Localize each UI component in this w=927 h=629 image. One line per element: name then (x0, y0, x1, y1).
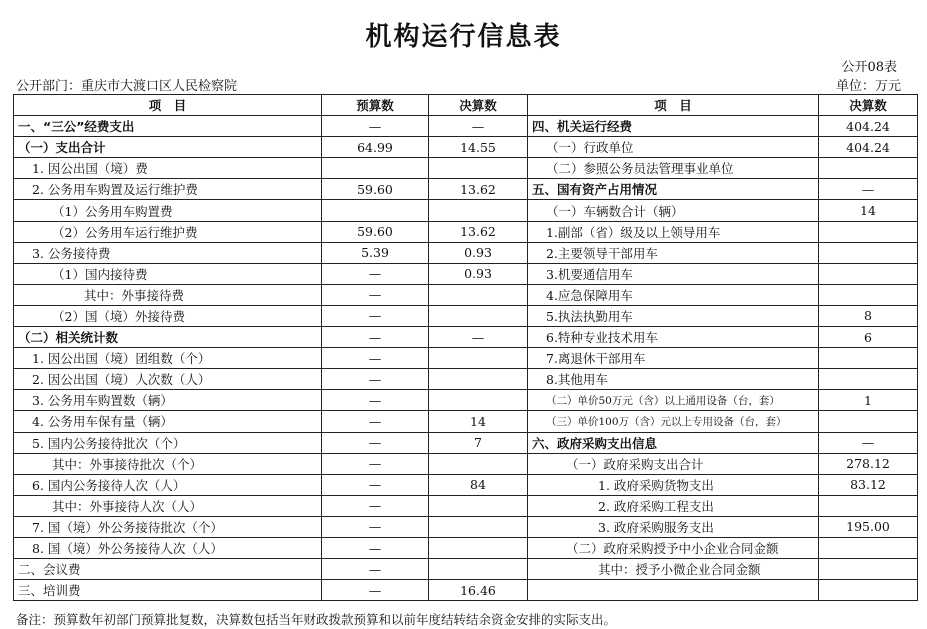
budget-cell: — (322, 453, 429, 474)
final-left-cell (429, 284, 528, 305)
budget-cell: — (322, 474, 429, 495)
left-item-cell: （1）公务用车购置费 (14, 200, 322, 221)
header-final-right: 决算数 (819, 95, 918, 116)
final-right-cell (819, 242, 918, 263)
left-item-cell: 3. 公务用车购置数（辆） (14, 390, 322, 411)
header-budget: 预算数 (322, 95, 429, 116)
final-left-cell (429, 516, 528, 537)
left-item-cell: （2）国（境）外接待费 (14, 305, 322, 326)
budget-cell: — (322, 411, 429, 432)
final-right-cell (819, 263, 918, 284)
right-item-cell: （一）政府采购支出合计 (528, 453, 819, 474)
final-right-cell (819, 284, 918, 305)
right-item-cell: 4.应急保障用车 (528, 284, 819, 305)
left-item-cell: （1）国内接待费 (14, 263, 322, 284)
budget-cell: — (322, 537, 429, 558)
budget-cell: 64.99 (322, 137, 429, 158)
left-item-cell: 其中：外事接待人次（人） (14, 495, 322, 516)
left-item-cell: 3. 公务接待费 (14, 242, 322, 263)
table-row (14, 116, 918, 137)
budget-cell: — (322, 348, 429, 369)
final-right-cell: — (819, 179, 918, 200)
table-row (14, 263, 918, 284)
budget-cell (322, 200, 429, 221)
final-right-cell: 8 (819, 305, 918, 326)
left-item-cell: 其中：外事接待费 (14, 284, 322, 305)
final-left-cell (429, 348, 528, 369)
budget-cell: 59.60 (322, 179, 429, 200)
final-left-cell: 7 (429, 432, 528, 453)
final-right-cell (819, 348, 918, 369)
final-left-cell: 14 (429, 411, 528, 432)
footnote: 备注：预算数年初部门预算批复数，决算数包括当年财政拨款预算和以前年度结转结余资金安排的实际支出。 (16, 612, 617, 627)
right-item-cell: 5.执法执勤用车 (528, 305, 819, 326)
table-row (14, 305, 918, 326)
table-row (14, 179, 918, 200)
header-final-left: 决算数 (429, 95, 528, 116)
budget-cell: — (322, 432, 429, 453)
table-row (14, 221, 918, 242)
left-item-cell: 二、会议费 (14, 559, 322, 580)
table-row (14, 284, 918, 305)
final-right-cell: 83.12 (819, 474, 918, 495)
right-item-cell: （二）单价50万元（含）以上通用设备（台，套） (528, 390, 819, 411)
department-label: 公开部门：重庆市大渡口区人民检察院 (16, 79, 238, 94)
right-item-cell: 1.副部（省）级及以上领导用车 (528, 221, 819, 242)
final-left-cell (429, 453, 528, 474)
final-right-cell: 1 (819, 390, 918, 411)
form-number: 公开08表 (841, 60, 897, 75)
table-row (14, 369, 918, 390)
final-left-cell: 14.55 (429, 137, 528, 158)
right-item-cell: 8.其他用车 (528, 369, 819, 390)
table-row (14, 432, 918, 453)
right-item-cell: 1. 政府采购货物支出 (528, 474, 819, 495)
left-item-cell: （二）相关统计数 (14, 327, 322, 348)
table-row (14, 348, 918, 369)
right-item-cell: 6.特种专业技术用车 (528, 327, 819, 348)
table-header-row (14, 95, 918, 116)
left-item-cell: 1. 因公出国（境）费 (14, 158, 322, 179)
budget-cell: — (322, 369, 429, 390)
info-table (13, 94, 918, 601)
final-left-cell (429, 369, 528, 390)
left-item-cell: 其中：外事接待批次（个） (14, 453, 322, 474)
right-item-cell: 3.机要通信用车 (528, 263, 819, 284)
left-item-cell: 一、“三公”经费支出 (14, 116, 322, 137)
right-item-cell: （三）单价100万（含）元以上专用设备（台，套） (528, 411, 819, 432)
budget-cell: — (322, 263, 429, 284)
final-left-cell: — (429, 116, 528, 137)
table-row (14, 580, 918, 601)
table-row (14, 411, 918, 432)
final-right-cell (819, 580, 918, 601)
final-left-cell: 84 (429, 474, 528, 495)
right-item-cell: 四、机关运行经费 (528, 116, 819, 137)
table-row (14, 537, 918, 558)
final-left-cell (429, 200, 528, 221)
table-row (14, 390, 918, 411)
table-row (14, 158, 918, 179)
left-item-cell: 2. 公务用车购置及运行维护费 (14, 179, 322, 200)
left-item-cell: 5. 国内公务接待批次（个） (14, 432, 322, 453)
right-item-cell: （一）行政单位 (528, 137, 819, 158)
right-item-cell: 2.主要领导干部用车 (528, 242, 819, 263)
left-item-cell: 4. 公务用车保有量（辆） (14, 411, 322, 432)
left-item-cell: 6. 国内公务接待人次（人） (14, 474, 322, 495)
final-right-cell (819, 411, 918, 432)
left-item-cell: 1. 因公出国（境）团组数（个） (14, 348, 322, 369)
left-item-cell: 三、培训费 (14, 580, 322, 601)
left-item-cell: （一）支出合计 (14, 137, 322, 158)
page-title: 机构运行信息表 (365, 22, 562, 52)
left-item-cell: 8. 国（境）外公务接待人次（人） (14, 537, 322, 558)
final-left-cell (429, 305, 528, 326)
table-row (14, 516, 918, 537)
final-right-cell (819, 495, 918, 516)
right-item-cell: 六、政府采购支出信息 (528, 432, 819, 453)
budget-cell: 59.60 (322, 221, 429, 242)
final-right-cell (819, 221, 918, 242)
unit-label: 单位：万元 (835, 79, 901, 94)
right-item-cell (528, 580, 819, 601)
right-item-cell: 2. 政府采购工程支出 (528, 495, 819, 516)
final-right-cell: — (819, 432, 918, 453)
final-left-cell: 0.93 (429, 263, 528, 284)
table-row (14, 559, 918, 580)
budget-cell: 5.39 (322, 242, 429, 263)
final-left-cell: 16.46 (429, 580, 528, 601)
budget-cell: — (322, 116, 429, 137)
table-row (14, 137, 918, 158)
budget-cell: — (322, 559, 429, 580)
final-left-cell: 13.62 (429, 179, 528, 200)
budget-cell: — (322, 390, 429, 411)
right-item-cell: 3. 政府采购服务支出 (528, 516, 819, 537)
budget-cell: — (322, 305, 429, 326)
final-right-cell (819, 537, 918, 558)
final-right-cell: 6 (819, 327, 918, 348)
header-left-item: 项 目 (14, 95, 322, 116)
final-left-cell (429, 158, 528, 179)
table-row (14, 327, 918, 348)
budget-cell: — (322, 580, 429, 601)
table-row (14, 453, 918, 474)
left-item-cell: 2. 因公出国（境）人次数（人） (14, 369, 322, 390)
final-left-cell: 0.93 (429, 242, 528, 263)
final-left-cell (429, 390, 528, 411)
table-row (14, 242, 918, 263)
final-left-cell (429, 537, 528, 558)
table-row (14, 495, 918, 516)
final-right-cell (819, 369, 918, 390)
final-left-cell (429, 495, 528, 516)
budget-cell: — (322, 284, 429, 305)
budget-cell: — (322, 516, 429, 537)
right-item-cell: 其中：授予小微企业合同金额 (528, 559, 819, 580)
left-item-cell: （2）公务用车运行维护费 (14, 221, 322, 242)
budget-cell: — (322, 495, 429, 516)
final-left-cell (429, 559, 528, 580)
final-right-cell: 404.24 (819, 116, 918, 137)
final-right-cell: 195.00 (819, 516, 918, 537)
right-item-cell: （二）政府采购授予中小企业合同金额 (528, 537, 819, 558)
table-row (14, 474, 918, 495)
left-item-cell: 7. 国（境）外公务接待批次（个） (14, 516, 322, 537)
final-right-cell (819, 158, 918, 179)
table-row (14, 200, 918, 221)
header-right-item: 项 目 (528, 95, 819, 116)
budget-cell: — (322, 327, 429, 348)
right-item-cell: （二）参照公务员法管理事业单位 (528, 158, 819, 179)
final-right-cell: 14 (819, 200, 918, 221)
right-item-cell: （一）车辆数合计（辆） (528, 200, 819, 221)
final-right-cell (819, 559, 918, 580)
right-item-cell: 五、国有资产占用情况 (528, 179, 819, 200)
final-left-cell: 13.62 (429, 221, 528, 242)
final-left-cell: — (429, 327, 528, 348)
final-right-cell: 404.24 (819, 137, 918, 158)
final-right-cell: 278.12 (819, 453, 918, 474)
budget-cell (322, 158, 429, 179)
right-item-cell: 7.离退休干部用车 (528, 348, 819, 369)
